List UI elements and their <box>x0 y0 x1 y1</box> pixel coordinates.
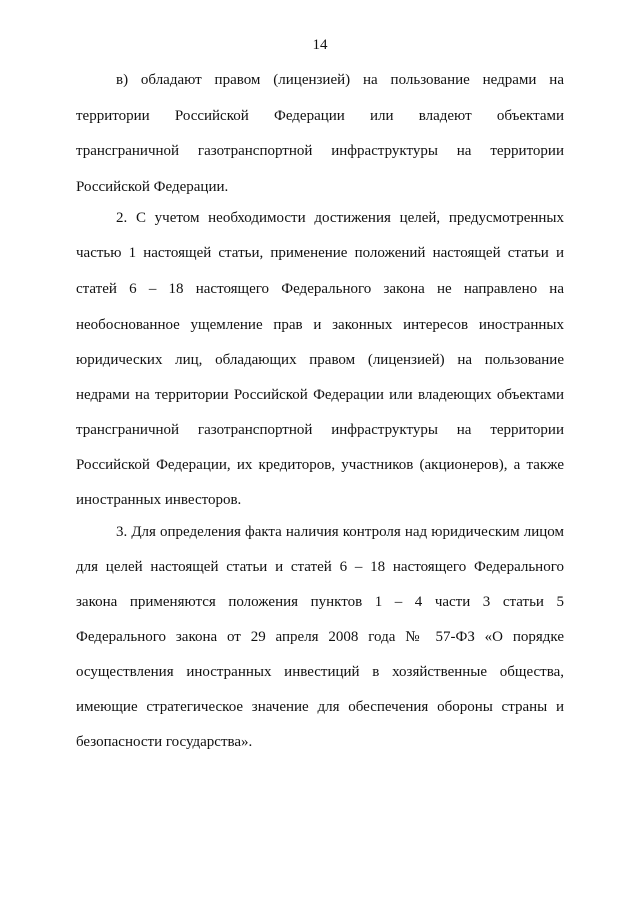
paragraph-2-line-5: юридических лиц, обладающих правом (лицензией) на пользование <box>76 352 564 368</box>
paragraph-2-line-7: трансграничной газотранспортной инфраструктуры на территории <box>76 422 564 438</box>
paragraph-2-line-1: 2. С учетом необходимости достижения целей, предусмотренных <box>116 210 564 226</box>
paragraph-3-line-2: для целей настоящей статьи и статей 6 – 18 настоящего Федерального <box>76 559 564 575</box>
paragraph-2-line-9: иностранных инвесторов. <box>76 492 242 508</box>
paragraph-3-line-6: имеющие стратегическое значение для обеспечения обороны страны и <box>76 699 564 715</box>
paragraph-2-line-3: статей 6 – 18 настоящего Федерального закона не направлено на <box>76 281 564 297</box>
paragraph-2-line-4: необоснованное ущемление прав и законных интересов иностранных <box>76 317 564 333</box>
paragraph-3-line-3: закона применяются положения пунктов 1 – 4 части 3 статьи 5 <box>76 594 564 610</box>
paragraph-1-line-1: в) обладают правом (лицензией) на пользование недрами на <box>116 72 564 88</box>
paragraph-1-line-3: трансграничной газотранспортной инфраструктуры на территории <box>76 143 564 159</box>
paragraph-2-line-2: частью 1 настоящей статьи, применение положений настоящей статьи и <box>76 245 564 261</box>
paragraph-1-line-4: Российской Федерации. <box>76 179 229 195</box>
paragraph-3-line-7: безопасности государства». <box>76 734 253 750</box>
paragraph-2-line-6: недрами на территории Российской Федерации или владеющих объектами <box>76 387 564 403</box>
paragraph-2-line-8: Российской Федерации, их кредиторов, участников (акционеров), а также <box>76 457 564 473</box>
paragraph-3-line-1: 3. Для определения факта наличия контроля над юридическим лицом <box>116 524 564 540</box>
paragraph-1-line-2: территории Российской Федерации или владеют объектами <box>76 108 564 124</box>
paragraph-3-line-5: осуществления иностранных инвестиций в хозяйственные общества, <box>76 664 564 680</box>
page-number: 14 <box>312 37 328 53</box>
paragraph-3-line-4: Федерального закона от 29 апреля 2008 года № 57-ФЗ «О порядке <box>76 629 564 645</box>
